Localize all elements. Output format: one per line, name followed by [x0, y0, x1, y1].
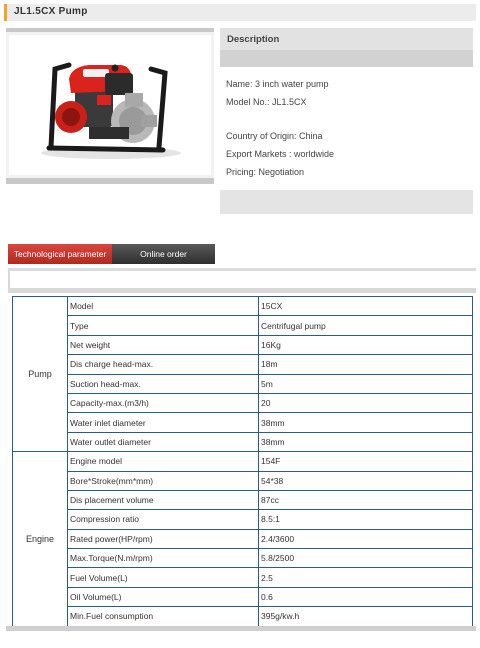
- table-row: [13, 471, 473, 490]
- spec-value: 20: [259, 393, 473, 412]
- spec-label: Engine model: [68, 452, 259, 471]
- table-row: [13, 432, 473, 451]
- spec-label: Max.Torque(N.m/rpm): [68, 549, 259, 568]
- spec-value: 54*38: [259, 471, 473, 490]
- table-row: [13, 355, 473, 374]
- table-row: [13, 607, 473, 626]
- title-accent: [4, 4, 7, 21]
- tab-panel-top: [8, 288, 476, 293]
- spec-value: 16Kg: [259, 335, 473, 354]
- spec-value: 5.8/2500: [259, 549, 473, 568]
- spec-label: Capacity-max.(m3/h): [68, 393, 259, 412]
- table-row: [13, 297, 473, 316]
- spec-value: 5m: [259, 374, 473, 393]
- description-divider: [220, 50, 473, 67]
- spec-value: 8.5:1: [259, 510, 473, 529]
- product-photo-frame: [6, 28, 214, 184]
- page-title-bar: [4, 4, 476, 21]
- description-heading: Description: [227, 34, 280, 45]
- spec-label: Rated power(HP/rpm): [68, 529, 259, 548]
- table-row: [13, 335, 473, 354]
- spec-label: Compression ratio: [68, 510, 259, 529]
- spec-label: Model: [68, 297, 259, 316]
- tab-panel-rule: [8, 268, 476, 271]
- table-row: [13, 452, 473, 471]
- spec-label: Net weight: [68, 335, 259, 354]
- spec-value: 38mm: [259, 413, 473, 432]
- water-pump-image: [9, 35, 211, 175]
- table-row: [13, 393, 473, 412]
- description-origin: Country of Origin: China: [226, 131, 323, 141]
- table-row: [13, 374, 473, 393]
- spec-value: 87cc: [259, 490, 473, 509]
- description-model: Model No.: JL1.5CX: [226, 97, 307, 107]
- spec-table: [12, 296, 473, 627]
- description-name: Name: 3 inch water pump: [226, 79, 329, 89]
- spec-label: Water inlet diameter: [68, 413, 259, 432]
- tab-panel-bottom: [6, 626, 476, 631]
- tab-online-order[interactable]: Online order: [112, 244, 215, 264]
- table-row: [13, 568, 473, 587]
- spec-label: Fuel Volume(L): [68, 568, 259, 587]
- spec-label: Bore*Stroke(mm*mm): [68, 471, 259, 490]
- spec-label: Water outlet diameter: [68, 432, 259, 451]
- group-label: Pump: [13, 297, 68, 452]
- table-row: [13, 316, 473, 335]
- tab-technological-parameter[interactable]: Technological parameter: [8, 244, 112, 264]
- spec-label: Dis placement volume: [68, 490, 259, 509]
- table-row: [13, 529, 473, 548]
- spec-value: 15CX: [259, 297, 473, 316]
- description-header: [220, 28, 473, 50]
- spec-label: Oil Volume(L): [68, 587, 259, 606]
- description-markets: Export Markets : worldwide: [226, 149, 335, 159]
- spec-value: 395g/kw.h: [259, 607, 473, 626]
- description-pricing: Pricing: Negotiation: [226, 167, 305, 177]
- spec-table-body: [13, 297, 473, 627]
- spec-value: 2.5: [259, 568, 473, 587]
- spec-value: Centrifugal pump: [259, 316, 473, 335]
- spec-label: Min.Fuel consumption: [68, 607, 259, 626]
- table-row: [13, 510, 473, 529]
- table-row: [13, 413, 473, 432]
- table-row: [13, 549, 473, 568]
- spec-value: 18m: [259, 355, 473, 374]
- page-title: JL1.5CX Pump: [14, 6, 88, 17]
- spec-value: 38mm: [259, 432, 473, 451]
- spec-value: 154F: [259, 452, 473, 471]
- table-row: [13, 490, 473, 509]
- description-footer: [220, 190, 473, 214]
- spec-label: Dis charge head-max.: [68, 355, 259, 374]
- description-panel: [220, 28, 473, 214]
- spec-value: 0.6: [259, 587, 473, 606]
- spec-value: 2.4/3600: [259, 529, 473, 548]
- table-row: [13, 587, 473, 606]
- spec-label: Type: [68, 316, 259, 335]
- group-label: Engine: [13, 452, 68, 627]
- description-body: [220, 67, 473, 190]
- product-photo[interactable]: [9, 35, 211, 175]
- spec-label: Suction head-max.: [68, 374, 259, 393]
